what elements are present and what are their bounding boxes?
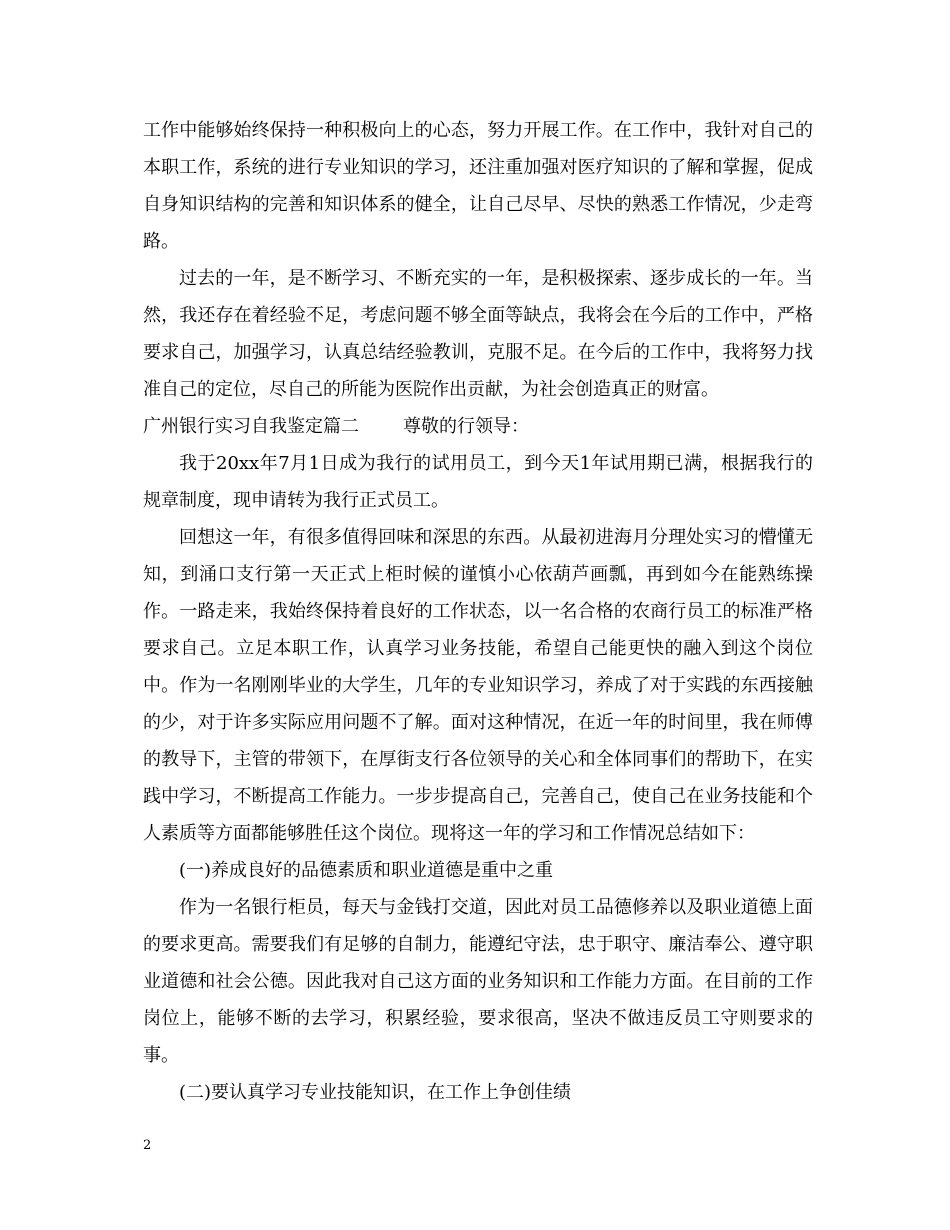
paragraph-work-attitude: 工作中能够始终保持一种积极向上的心态，努力开展工作。在工作中，我针对自己的本职工作，系统的进行专业知识的学习，还注重加强对医疗知识的了解和掌握，促成自身知识结构的完善和知识体系的健全，让自己尽早、尽快的熟悉工作情况，少走弯路。 xyxy=(143,120,813,252)
subheading-one: (一)养成良好的品德素质和职业道德是重中之重 xyxy=(179,860,554,881)
page-number: 2 xyxy=(143,1138,152,1153)
section-title: 广州银行实习自我鉴定篇二 xyxy=(143,416,359,437)
paragraph-reflection: 回想这一年，有很多值得回味和深思的东西。从最初进海月分理处实习的懵懂无知，到涌口支行第一天正式上柜时候的谨慎小心依葫芦画瓢，再到如今在能熟练操作。一路走来，我始终保持着良好的工作状态，以一名合格的农商行员工的标准严格要求自己。立足本职工作，认真学习业务技能，希望自己能更快的融入到这个岗位中。作为一名刚刚毕业的大学生，几年的专业知识学习，养成了对于实践的东西接触的少，对于许多实际应用问题不了解。面对这种情况，在近一年的时间里，我在师傅的教导下，主管的带领下，在厚街支行各位领导的关心和全体同事们的帮助下，在实践中学习，不断提高工作能力。一步步提高自己，完善自己，使自己在业务技能和个人素质等方面都能够胜任这个岗位。现将这一年的学习和工作情况总结如下： xyxy=(143,527,813,844)
paragraph-ethics: 作为一名银行柜员，每天与金钱打交道，因此对员工品德修养以及职业道德上面的要求更高。需要我们有足够的自制力，能遵纪守法，忠于职守、廉洁奉公、遵守职业道德和社会公德。因此我对自己这方面的业务知识和工作能力方面。在目前的工作岗位上，能够不断的去学习，积累经验，要求很高，坚决不做违反员工守则要求的事。 xyxy=(143,897,813,1066)
document-body xyxy=(143,112,813,1111)
salutation: 尊敬的行领导： xyxy=(403,416,529,437)
paragraph-past-year: 过去的一年，是不断学习、不断充实的一年，是积极探索、逐步成长的一年。当然，我还存在着经验不足，考虑问题不够全面等缺点，我将会在今后的工作中，严格要求自己，加强学习，认真总结经验教训，克服不足。在今后的工作中，我将努力找准自己的定位，尽自己的所能为医院作出贡献，为社会创造真正的财富。 xyxy=(143,268,813,400)
section-heading xyxy=(143,408,813,445)
paragraph-probation: 我于20xx年7月1日成为我行的试用员工，到今天1年试用期已满，根据我行的规章制度，现申请转为我行正式员工。 xyxy=(143,453,813,511)
subheading-two: (二)要认真学习专业技能知识，在工作上争创佳绩 xyxy=(179,1082,572,1103)
